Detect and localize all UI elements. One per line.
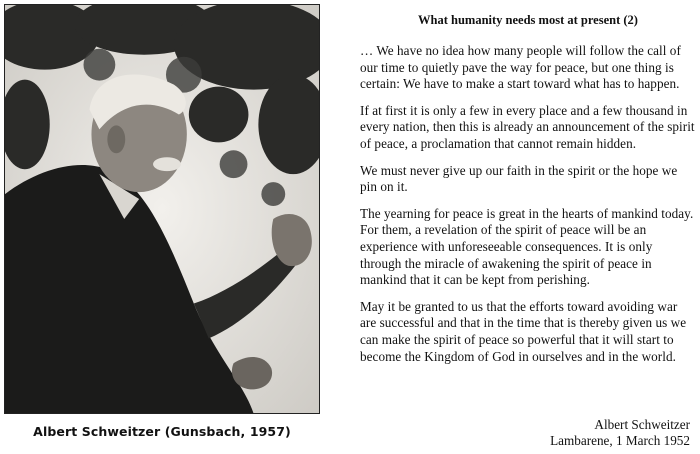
signature-name: Albert Schweitzer	[594, 417, 690, 432]
photo-caption: Albert Schweitzer (Gunsbach, 1957)	[33, 424, 291, 439]
page-title: What humanity needs most at present (2)	[418, 13, 638, 27]
signature-block	[550, 417, 690, 449]
paragraph-5: May it be granted to us that the efforts toward avoiding war are successful and that in the time that is thereby given us we can make the spirit of peace so powerful that it will start to become the Kingdom of God in ourselves and in the world.	[360, 298, 687, 364]
paragraph-1: … We have no idea how many people will follow the call of our time to quietly pave the way for peace, but one thing is certain: We have to make a start toward what has to happen.	[360, 43, 681, 92]
portrait-photo	[4, 4, 320, 414]
portrait-image	[5, 5, 319, 413]
paragraph-2: If at first it is only a few in every place and a few thousand in every nation, then this is already an announcement of the spirit of peace, a proclamation that cannot remain hidden.	[360, 102, 695, 151]
paragraph-3: We must never give up our faith in the spirit or the hope we pin on it.	[360, 162, 678, 195]
signature-place-date: Lambarene, 1 March 1952	[550, 433, 690, 448]
quote-column	[360, 13, 696, 375]
paragraph-4: The yearning for peace is great in the hearts of mankind today. For them, a revelation of the spirit of peace will be an experience with unforeseeable consequences. It is only through the miracle of awakening the spirit of peace in mankind that it can be kept from perishing.	[360, 205, 694, 288]
